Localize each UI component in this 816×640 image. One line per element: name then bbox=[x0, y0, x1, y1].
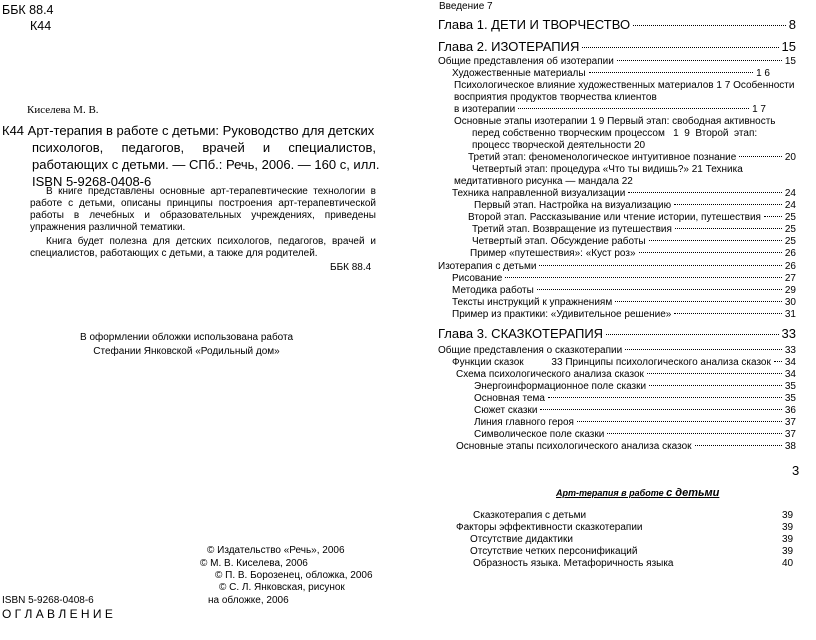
leader-dots bbox=[537, 289, 782, 290]
author-mark-top: К44 bbox=[30, 19, 52, 33]
toc-entry bbox=[470, 248, 796, 259]
leader-dots bbox=[625, 349, 782, 350]
toc-entry-page: 25 bbox=[784, 224, 796, 235]
toc-entry-text: Четвертый этап: процедура «Что ты видишь?» 21 Техника bbox=[472, 164, 743, 175]
toc-entry bbox=[472, 224, 796, 235]
toc-entry-text: Сюжет сказки bbox=[474, 405, 538, 416]
leader-dots bbox=[540, 409, 781, 410]
leader-dots bbox=[649, 385, 782, 386]
toc-entry bbox=[474, 381, 796, 392]
toc-chapter-1 bbox=[438, 17, 796, 32]
toc-entry-page: 37 bbox=[784, 417, 796, 428]
toc-entry-page: 39 bbox=[782, 546, 794, 557]
leader-dots bbox=[607, 433, 782, 434]
toc-chapter-2-page: 15 bbox=[781, 39, 796, 54]
toc-entry bbox=[452, 297, 796, 308]
toc-entry-page: 26 bbox=[784, 261, 796, 272]
leader-dots bbox=[764, 216, 782, 217]
leader-dots bbox=[577, 421, 782, 422]
leader-dots bbox=[675, 228, 782, 229]
toc-entry-text: Функции сказок 33 Принципы психологического анализа сказок bbox=[452, 357, 771, 368]
toc-entry bbox=[468, 152, 796, 163]
copyright-drawing-year: на обложке, 2006 bbox=[208, 595, 289, 606]
toc-entry-text: Схема психологического анализа сказок bbox=[456, 369, 644, 380]
toc-entry-page: 24 bbox=[784, 200, 796, 211]
bbk-code-top: ББК 88.4 bbox=[2, 3, 54, 17]
cover-note-line-2: Стефании Янковской «Родильный дом» bbox=[93, 346, 280, 357]
toc-entry-page: 1 7 bbox=[752, 104, 766, 115]
toc-entry-page: 25 bbox=[784, 212, 796, 223]
toc-entry-page: 34 bbox=[784, 369, 796, 380]
toc-entry bbox=[438, 345, 796, 356]
leader-dots bbox=[739, 156, 782, 157]
toc-entry bbox=[456, 441, 796, 452]
toc-entry-text: восприятия продуктов творчества клиентов bbox=[454, 92, 657, 103]
cover-note-line-1: В оформлении обложки использована работа bbox=[80, 332, 294, 343]
leader-dots bbox=[518, 108, 749, 109]
toc-entry-text: Тексты инструкций к упражнениям bbox=[452, 297, 613, 308]
toc-entry-text: Третий этап: феноменологическое интуитивное познание bbox=[468, 152, 737, 163]
toc-entry bbox=[474, 200, 796, 211]
cover-note bbox=[80, 331, 293, 359]
toc-entry-text: медитативного рисунка — мандала 22 bbox=[454, 176, 633, 187]
leader-dots bbox=[505, 277, 782, 278]
leader-dots bbox=[582, 47, 778, 48]
toc-entry bbox=[452, 188, 796, 199]
annotation bbox=[30, 186, 376, 260]
toc-entry-text: Основная тема bbox=[474, 393, 545, 404]
toc-entry-text: в изотерапии bbox=[454, 104, 516, 115]
toc-entry-text: Символическое поле сказки bbox=[474, 429, 605, 440]
toc-entry bbox=[474, 429, 796, 440]
toc-entry-text: Линия главного героя bbox=[474, 417, 574, 428]
leader-dots bbox=[647, 373, 782, 374]
toc-entry-text: Отсутствие четких персонификаций bbox=[470, 546, 638, 557]
annotation-paragraph-1: В книге представлены основные арт-терапевтические технологии в работе с детьми, описаны принципы построения арт-терапевтической работы в лечебных и образовательных учреждениях, приведены упражнения различной тематики. bbox=[30, 186, 376, 233]
toc-entry-page: 30 bbox=[784, 297, 796, 308]
toc-entry bbox=[454, 104, 766, 115]
toc-entry-text: процесс творческой деятельности 20 bbox=[472, 140, 646, 151]
toc-introduction: Введение 7 bbox=[439, 1, 493, 12]
toc-entry bbox=[474, 405, 796, 416]
citation-line-2: психологов, педагогов, врачей и специалистов, bbox=[32, 140, 376, 155]
toc-entry-page: 15 bbox=[784, 56, 796, 67]
bibliographic-citation bbox=[2, 122, 379, 190]
toc-chapter-3-page: 33 bbox=[781, 326, 796, 341]
leader-dots bbox=[639, 252, 782, 253]
copyright-author: © М. В. Киселева, 2006 bbox=[200, 558, 308, 569]
toc-entry-text: Психологическое влияние художественных материалов 1 7 Особенности bbox=[454, 80, 795, 91]
toc-entry-text: Факторы эффективности сказкотерапии bbox=[456, 522, 643, 533]
copyright-drawing: © С. Л. Янковская, рисунок bbox=[219, 582, 345, 593]
toc-chapter-3-title: Глава 3. СКАЗКОТЕРАПИЯ bbox=[438, 326, 604, 341]
isbn-bottom: ISBN 5-9268-0408-6 bbox=[2, 595, 94, 606]
toc-entry-text: Энергоинформационное поле сказки bbox=[474, 381, 647, 392]
toc-entry bbox=[472, 236, 796, 247]
toc-entry-text: Основные этапы изотерапии 1 9 Первый этап: свободная активность bbox=[454, 116, 776, 127]
leader-dots bbox=[674, 204, 782, 205]
toc-entry-page: 31 bbox=[784, 309, 796, 320]
toc-entry bbox=[456, 369, 796, 380]
toc-entry-text: Основные этапы психологического анализа сказок bbox=[456, 441, 692, 452]
toc-entry-page: 20 bbox=[784, 152, 796, 163]
toc-entry bbox=[438, 261, 796, 272]
toc-entry-page: 35 bbox=[784, 393, 796, 404]
running-head-part-a: Арт-терапия в работе bbox=[556, 488, 664, 498]
toc-entry-text: Общие представления о сказкотерапии bbox=[438, 345, 623, 356]
citation-line-1: К44 Арт-терапия в работе с детьми: Руководство для детских bbox=[2, 123, 375, 138]
bbk-code-bottom: ББК 88.4 bbox=[330, 262, 372, 273]
annotation-paragraph-2: Книга будет полезна для детских психологов, педагогов, врачей и специалистов, работающих с детьми, а также для родителей. bbox=[30, 236, 376, 259]
toc-entry bbox=[452, 357, 796, 368]
leader-dots bbox=[589, 72, 754, 73]
toc-entry-text: Второй этап. Рассказывание или чтение истории, путешествия bbox=[468, 212, 761, 223]
toc-entry bbox=[438, 56, 796, 67]
toc-entry-page: 37 bbox=[784, 429, 796, 440]
leader-dots bbox=[633, 25, 786, 26]
toc-chapter-1-page: 8 bbox=[788, 17, 796, 32]
toc-entry bbox=[452, 285, 796, 296]
toc-chapter-2 bbox=[438, 39, 796, 54]
running-head bbox=[556, 487, 719, 499]
toc-entry-text: Первый этап. Настройка на визуализацию bbox=[474, 200, 672, 211]
leader-dots bbox=[615, 301, 782, 302]
leader-dots bbox=[628, 192, 782, 193]
toc-entry-page: 39 bbox=[782, 510, 794, 521]
toc-entry-text: Сказкотерапия с детьми bbox=[473, 510, 587, 521]
leader-dots bbox=[674, 313, 782, 314]
toc-entry-text: Изотерапия с детьми bbox=[438, 261, 537, 272]
toc-entry-page: 1 6 bbox=[756, 68, 770, 79]
toc-entry bbox=[452, 273, 796, 284]
toc-entry-page: 26 bbox=[784, 248, 796, 259]
toc-entry-page: 39 bbox=[782, 522, 794, 533]
toc-entry bbox=[468, 212, 796, 223]
leader-dots bbox=[539, 265, 781, 266]
toc-entry-text: Художественные материалы bbox=[452, 68, 586, 79]
toc-entry-page: 36 bbox=[784, 405, 796, 416]
leader-dots bbox=[649, 240, 782, 241]
toc-entry-page: 40 bbox=[782, 558, 794, 569]
toc-entry-page: 29 bbox=[784, 285, 796, 296]
toc-entry-text: Образность языка. Метафоричность языка bbox=[473, 558, 674, 569]
toc-entry-text: Третий этап. Возвращение из путешествия bbox=[472, 224, 672, 235]
toc-entry-page: 34 bbox=[784, 357, 796, 368]
toc-entry-text: перед собственно творческим процессом 1 9 Второй этап: bbox=[472, 128, 758, 139]
toc-entry-text: Общие представления об изотерапии bbox=[438, 56, 614, 67]
author-name: Киселева М. В. bbox=[27, 104, 99, 116]
toc-chapter-3 bbox=[438, 326, 796, 341]
toc-entry-text: Пример из практики: «Удивительное решение» bbox=[452, 309, 672, 320]
copyright-cover: © П. В. Борозенец, обложка, 2006 bbox=[215, 570, 373, 581]
toc-entry-text: Методика работы bbox=[452, 285, 534, 296]
leader-dots bbox=[695, 445, 782, 446]
toc-entry-text: Отсутствие дидактики bbox=[470, 534, 573, 545]
toc-entry bbox=[474, 393, 796, 404]
toc-entry bbox=[474, 417, 796, 428]
citation-line-3: работающих с детьми. — СПб.: Речь, 2006. — 160 с, илл. bbox=[32, 157, 380, 172]
copyright-publisher: © Издательство «Речь», 2006 bbox=[207, 545, 345, 556]
contents-heading: О Г Л А В Л Е Н И Е bbox=[2, 607, 113, 621]
toc-entry-text: Пример «путешествия»: «Куст роз» bbox=[470, 248, 636, 259]
running-head-part-b: с детьми bbox=[666, 487, 720, 499]
leader-dots bbox=[548, 397, 782, 398]
leader-dots bbox=[774, 361, 782, 362]
toc-entry-page: 33 bbox=[784, 345, 796, 356]
leader-dots bbox=[617, 60, 782, 61]
toc-entry-page: 27 bbox=[784, 273, 796, 284]
toc-chapter-1-title: Глава 1. ДЕТИ И ТВОРЧЕСТВО bbox=[438, 17, 631, 32]
page-number: 3 bbox=[792, 463, 800, 478]
toc-entry-text: Рисование bbox=[452, 273, 503, 284]
toc-chapter-2-title: Глава 2. ИЗОТЕРАПИЯ bbox=[438, 39, 580, 54]
toc-entry-text: Четвертый этап. Обсуждение работы bbox=[472, 236, 646, 247]
leader-dots bbox=[606, 334, 778, 335]
toc-entry-text: Техника направленной визуализации bbox=[452, 188, 626, 199]
toc-entry-page: 38 bbox=[784, 441, 796, 452]
toc-entry bbox=[452, 68, 770, 79]
toc-entry-page: 25 bbox=[784, 236, 796, 247]
toc-entry-page: 24 bbox=[784, 188, 796, 199]
toc-entry-page: 35 bbox=[784, 381, 796, 392]
toc-entry-page: 39 bbox=[782, 534, 794, 545]
citation-line-4: ISBN 5-9268-0408-6 bbox=[32, 174, 152, 189]
toc-entry bbox=[452, 309, 796, 320]
